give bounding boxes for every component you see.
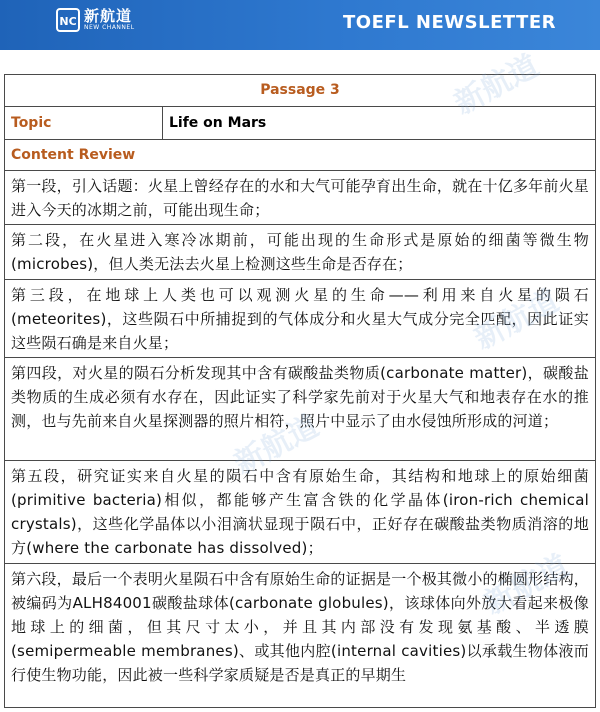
passage-heading: Passage 3 [5, 75, 595, 107]
paragraph-6: 第六段，最后一个表明火星陨石中含有原始生命的证据是一个极其微小的椭圆形结构，被编码为ALH84001碳酸盐球体(carbonate globules)，该球体向外放大看起来极像地球上的细菌，但其尺寸太小，并且其内部没有发现氨基酸、半透膜(semipermeable membranes)、或其他内腔(internal cavities)以承载生物体液而行使生物功能，因此被一些科学家质疑是否是真正的早期生 [11, 570, 589, 684]
paragraph-1: 第一段，引入话题：火星上曾经存在的水和大气可能孕育出生命，就在十亿多年前火星进入今天的冰期之前，可能出现生命； [5, 171, 595, 225]
watermark-logo: 新航道 [448, 48, 545, 122]
topic-label: Topic [11, 115, 52, 131]
content-review-label: Content Review [5, 140, 595, 171]
watermark-logo: 新航道 [478, 548, 575, 622]
watermark-logo: 新航道 [468, 283, 565, 357]
topic-row [5, 107, 595, 140]
newsletter-title: TOEFL NEWSLETTER [343, 12, 556, 33]
logo-text [84, 8, 135, 32]
logo-mark: NC [56, 8, 80, 32]
paragraph-2: 第二段，在火星进入寒冷冰期前，可能出现的生命形式是原始的细菌等微生物(microbes)，但人类无法去火星上检测这些生命是否存在； [5, 225, 595, 280]
topic-divider [162, 107, 163, 139]
paragraph-4: 第四段，对火星的陨石分析发现其中含有碳酸盐类物质(carbonate matter)，碳酸盐类物质的生成必须有水存在，因此证实了科学家先前对于火星大气和地表存在水的推测，也与先前来自火星探测器的照片相符，照片中显示了由水侵蚀所形成的河道； [5, 358, 595, 461]
new-channel-logo [56, 8, 135, 32]
logo-chinese-name: 新航道 [84, 7, 133, 25]
newsletter-header [0, 0, 600, 50]
watermark-logo: 新航道 [228, 408, 325, 482]
paragraph-3: 第三段，在地球上人类也可以观测火星的生命——利用来自火星的陨石(meteorites)，这些陨石中所捕捉到的气体成分和火星大气成分完全匹配，因此证实这些陨石确是来自火星； [5, 280, 595, 358]
logo-english-name: NEW CHANNEL [84, 24, 135, 31]
paragraph-5: 第五段，研究证实来自火星的陨石中含有原始生命，其结构和地球上的原始细菌(primitive bacteria)相似，都能够产生富含铁的化学晶体(iron-rich chemical crystals)，这些化学晶体以小泪滴状显现于陨石中，正好存在碳酸盐类物质消溶的地方(where the carbonate has dissolved)； [5, 461, 595, 564]
content-table [4, 74, 596, 708]
topic-value: Life on Mars [169, 115, 267, 131]
